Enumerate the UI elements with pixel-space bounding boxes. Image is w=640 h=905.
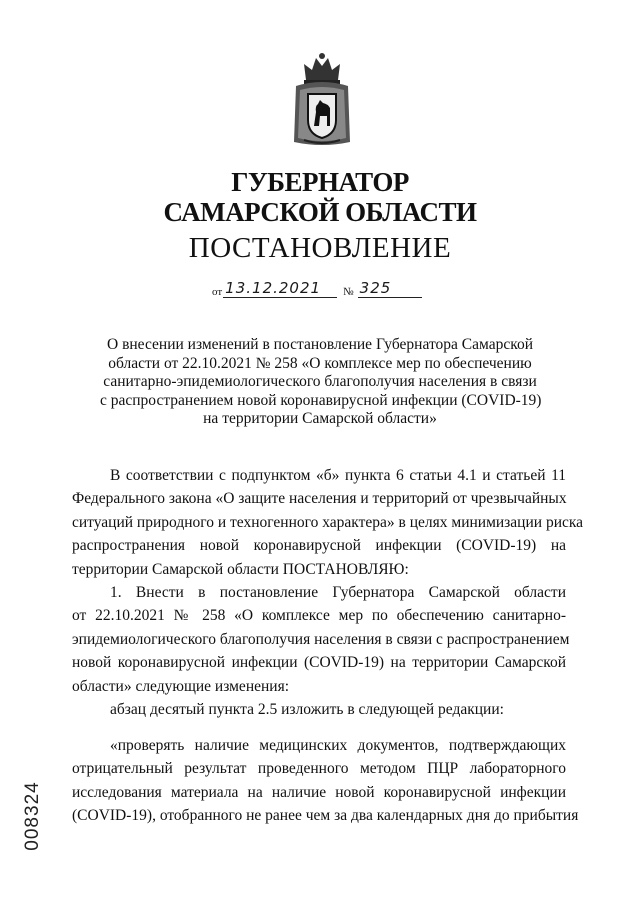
body-line: отрицательный результат проведенного методом ПЦР лабораторного xyxy=(72,760,566,778)
document-subject xyxy=(100,336,540,429)
coat-of-arms-emblem xyxy=(290,50,354,148)
body-line: распространения новой коронавирусной инфекции (COVID-19) на xyxy=(72,537,566,555)
body-line: территории Самарской области ПОСТАНОВЛЯЮ: xyxy=(72,560,409,578)
body-line: области» следующие изменения: xyxy=(72,677,290,695)
subject-line: санитарно-эпидемиологического благополучия населения в связи xyxy=(103,373,537,390)
body-line: абзац десятый пункта 2.5 изложить в следующей редакции: xyxy=(110,701,504,718)
body-line: Федерального закона «О защите населения и территорий от чрезвычайных xyxy=(72,490,567,508)
vertical-registry-stamp xyxy=(18,776,48,856)
preamble-paragraph xyxy=(72,464,584,581)
number-label: № xyxy=(343,286,354,298)
body-line: В соответствии с подпунктом «б» пункта 6 статьи 4.1 и статьей 11 xyxy=(110,467,566,484)
amendment-text-paragraph xyxy=(72,734,579,828)
handwritten-date: 13.12.2021 xyxy=(223,279,337,298)
issuer-title-line1: ГУБЕРНАТОР xyxy=(231,167,409,197)
issuer-title-line2: САМАРСКОЙ ОБЛАСТИ xyxy=(163,197,477,227)
handwritten-number: 325 xyxy=(358,279,422,298)
date-label: от xyxy=(212,286,223,298)
body-line: 1. Внести в постановление Губернатора Самарской области xyxy=(110,584,566,601)
body-line: исследования материала на наличие новой коронавирусной инфекции xyxy=(72,783,566,801)
subject-line: области от 22.10.2021 № 258 «О комплексе мер по обеспечению xyxy=(108,354,532,372)
body-line: (COVID-19), отобранного не ранее чем за два календарных дня до прибытия xyxy=(72,807,579,825)
body-line: от 22.10.2021 № 258 «О комплексе мер по обеспечению санитарно- xyxy=(72,607,566,625)
subject-line: О внесении изменений в постановление Губернатора Самарской xyxy=(107,336,533,353)
amendment-intro-paragraph xyxy=(72,698,566,721)
body-line: новой коронавирусной инфекции (COVID-19) на территории Самарской xyxy=(72,654,566,672)
body-line: эпидемиологического благополучия населения в связи с распространением xyxy=(72,630,570,648)
subject-line: с распространением новой коронавирусной инфекции (COVID-19) xyxy=(100,391,542,409)
body-line: «проверять наличие медицинских документов, подтверждающих xyxy=(110,737,566,754)
registry-number: 008324 xyxy=(22,781,43,851)
document-type-heading: ПОСТАНОВЛЕНИЕ xyxy=(188,232,452,264)
subject-line: на территории Самарской области» xyxy=(203,410,437,427)
date-number-line xyxy=(212,276,422,298)
body-line: ситуаций природного и техногенного характера» в целях минимизации риска xyxy=(72,513,584,531)
clause-1-paragraph xyxy=(72,581,570,698)
